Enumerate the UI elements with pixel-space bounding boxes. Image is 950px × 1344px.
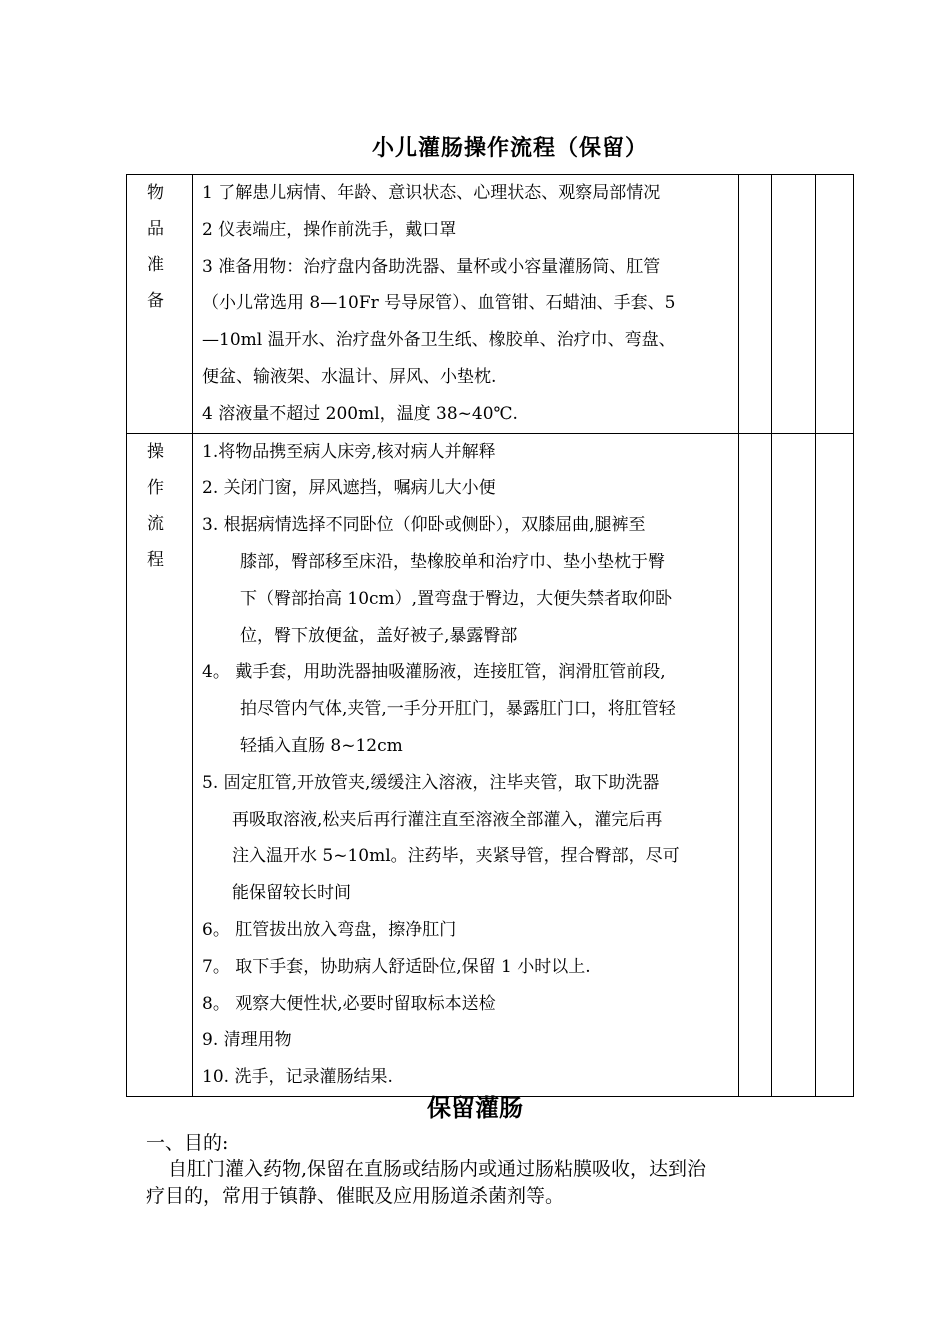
content-line: 能保留较长时间 [232,883,351,904]
content-line: 2. 关闭门窗，屏风遮挡，嘱病儿大小便 [202,478,496,499]
procedure-table [126,174,854,1097]
blank-cell [816,175,854,434]
category-char: 品 [147,219,164,239]
purpose-text-line: 疗目的，常用于镇静、催眠及应用肠道杀菌剂等。 [146,1185,565,1207]
blank-cell [816,433,854,1096]
category-char: 程 [147,549,164,570]
document-title: 小儿灌肠操作流程（保留） [371,135,648,161]
content-line: 7。 取下手套，协助病人舒适卧位,保留 1 小时以上. [202,956,591,977]
content-line: 轻插入直肠 8~12cm [240,735,403,756]
section-title: 保留灌肠 [427,1093,523,1122]
content-line: 3 准备用物：治疗盘内备助洗器、量杯或小容量灌肠筒、肛管 [202,256,661,277]
category-cell-process [127,433,193,1096]
purpose-heading: 一、目的: [146,1132,229,1154]
content-line: 3. 根据病情选择不同卧位（仰卧或侧卧），双膝屈曲,腿裤至 [202,515,646,536]
blank-cell [739,433,772,1096]
content-line: 2 仪表端庄，操作前洗手，戴口罩 [202,219,457,240]
category-char: 备 [147,291,164,311]
category-char: 流 [147,513,164,534]
content-line: 下（臀部抬高 10cm）,置弯盘于臀边，大便失禁者取仰卧 [240,588,673,609]
category-cell-preparation [127,175,193,434]
content-line: —10ml 温开水、治疗盘外备卫生纸、橡胶单、治疗巾、弯盘、 [202,330,676,351]
content-line: 9. 清理用物 [202,1030,292,1051]
content-cell-process [193,433,739,1096]
content-line: 位，臀下放便盆，盖好被子,暴露臀部 [240,625,518,646]
content-line: 注入温开水 5~10ml。注药毕，夹紧导管，捏合臀部，尽可 [232,846,680,867]
category-char: 操 [147,441,164,462]
purpose-text-line: 自肛门灌入药物,保留在直肠或结肠内或通过肠粘膜吸收，达到治 [168,1158,707,1180]
content-line: 1.将物品携至病人床旁,核对病人并解释 [202,441,496,462]
content-line: 便盆、输液架、水温计、屏风、小垫枕. [202,366,497,387]
content-line: 再吸取溶液,松夹后再行灌注直至溶液全部灌入，灌完后再 [232,809,663,830]
content-line: 8。 观察大便性状,必要时留取标本送检 [202,993,496,1014]
content-line: 膝部，臀部移至床沿，垫橡胶单和治疗巾、垫小垫枕于臀 [240,551,665,572]
blank-cell [772,175,816,434]
category-char: 作 [147,477,164,498]
content-line: 6。 肛管拔出放入弯盘，擦净肛门 [202,919,457,940]
content-line: 10. 洗手，记录灌肠结果. [202,1067,393,1088]
content-line: 5. 固定肛管,开放管夹,缓缓注入溶液，注毕夹管，取下助洗器 [202,772,660,793]
blank-cell [739,175,772,434]
content-line: 4 溶液量不超过 200ml，温度 38~40℃. [202,403,518,424]
content-line: 4。 戴手套，用助洗器抽吸灌肠液，连接肛管，润滑肛管前段, [202,662,666,683]
content-line: （小儿常选用 8—10Fr 号导尿管）、血管钳、石蜡油、手套、5 [202,293,676,314]
table-row-preparation [127,175,854,434]
content-line: 1 了解患儿病情、年龄、意识状态、心理状态、观察局部情况 [202,183,661,203]
category-char: 物 [147,183,164,203]
category-char: 准 [147,255,164,275]
content-cell-preparation [193,175,739,434]
table-row-process [127,433,854,1096]
content-line: 拍尽管内气体,夹管,一手分开肛门，暴露肛门口，将肛管轻 [240,699,676,720]
blank-cell [772,433,816,1096]
